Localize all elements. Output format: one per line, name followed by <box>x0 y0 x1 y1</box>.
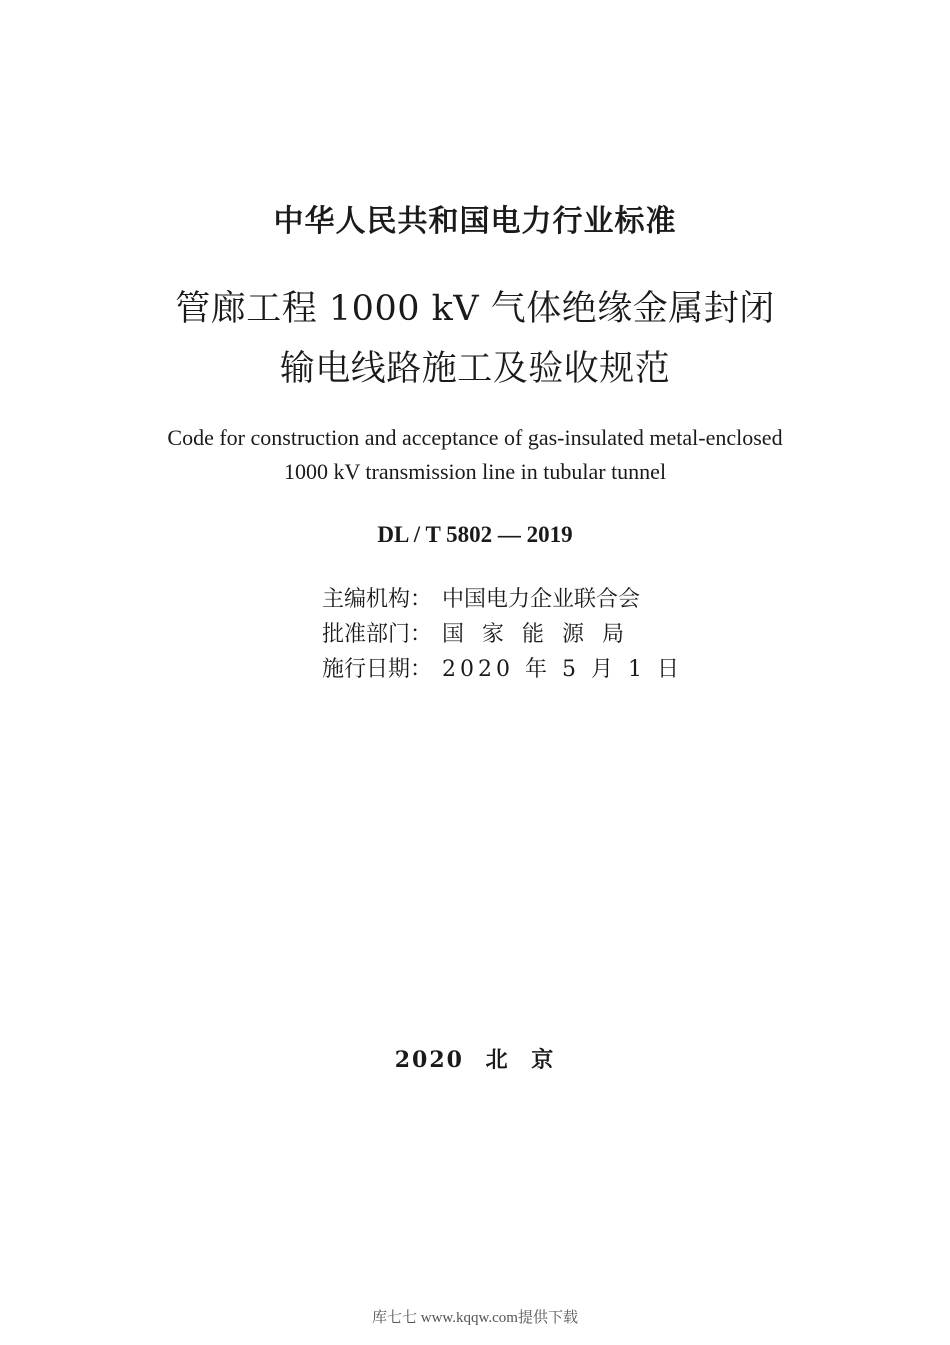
chinese-title-line-1: 管廊工程 1000 kV 气体绝缘金属封闭 <box>175 289 775 329</box>
english-title-line-2: 1000 kV transmission line in tubular tunnel <box>283 459 667 484</box>
standard-category-heading: 中华人民共和国电力行业标准 <box>273 204 677 239</box>
meta-label-effective-date: 施行日期： <box>322 657 433 682</box>
publication-place-year: 2020 北 京 <box>394 1047 556 1073</box>
meta-label-editor: 主编机构： <box>322 587 433 612</box>
download-watermark: 库七七 www.kqqw.com提供下载 <box>372 1310 578 1326</box>
standard-number: DL / T 5802 — 2019 <box>377 522 573 547</box>
meta-label-approver: 批准部门： <box>322 622 433 647</box>
publication-metadata <box>322 582 683 687</box>
meta-value-approver: 国家能源局 <box>442 622 643 647</box>
meta-row-effective-date <box>322 652 683 687</box>
meta-value-editor: 中国电力企业联合会 <box>442 587 641 612</box>
chinese-title-line-2: 输电线路施工及验收规范 <box>279 349 671 389</box>
meta-row-editor <box>322 582 683 617</box>
meta-value-effective-date: 2020 年 5 月 1 日 <box>442 657 683 682</box>
meta-row-approver <box>322 617 683 652</box>
english-title-line-1: Code for construction and acceptance of gas-insulated metal-enclosed <box>167 425 783 450</box>
